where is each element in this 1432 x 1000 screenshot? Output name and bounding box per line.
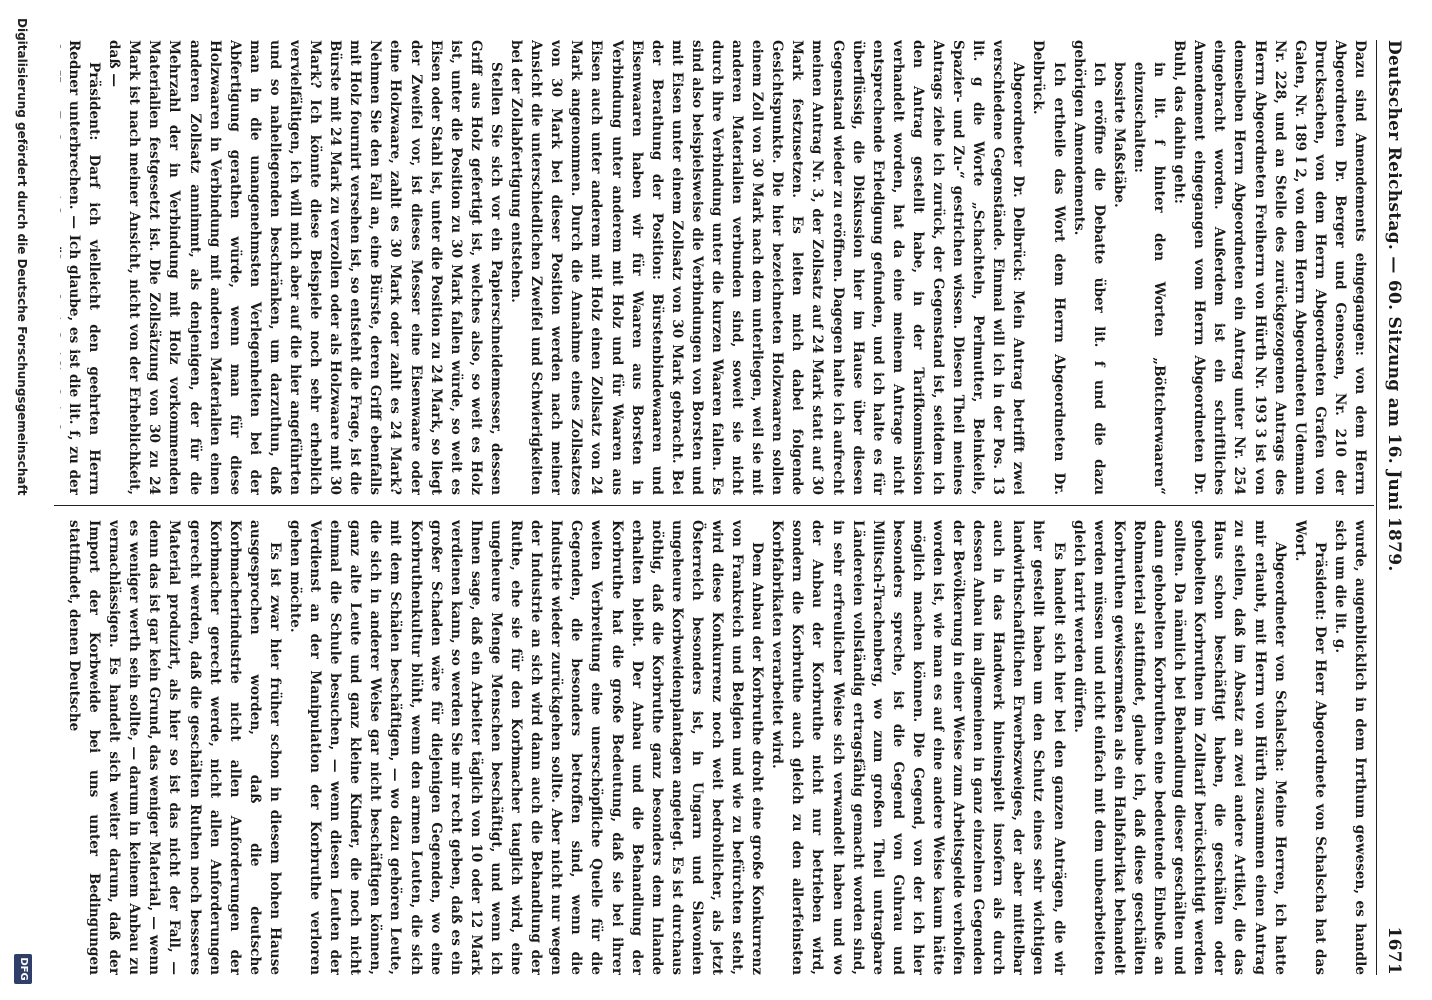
column-divider [54,505,1374,506]
funding-credit: Digitalisierung gefördert durch die Deutsche Forschungsgemeinschaft [15,18,29,496]
right-column [60,520,1370,975]
paragraph-speech-schalscha-3: Dem Anbau der Korbruthe droht eine große Konkurrenz von Frankreich und Belgien und wie zu befürchten steht, wird diese Konkurrenz noch weit bedrohlicher, als jetzt Österreich besonders ist, in Ungarn und Slavonien ungeheure Korbweidenplantagen angelegt. Es ist durchaus nöthig, daß die Korbruthe ganz besonders dem Inlande erhalten bleibt. Der Anbau und die Behandlung der Korbruthe hat die große Bedeutung, daß sie bei ihrer weiten Verbreitung eine unerschöpfliche Quelle für die Gegenden, die besonders betroffen sind, wenn die Industrie wieder zurückgehen sollte. Aber nicht nur wegen der Industrie an sich wird dann auch die Behandlung der Ruthe, ehe sie für den Korbmacher tauglich wird, eine ungeheure Menge Menschen beschäftigt, und wenn ich Ihnen sage, daß ein Arbeiter täglich von 10 oder 12 Mark verdienen kann, so werden Sie mir recht geben, daß es ein großer Schaden wäre für diejenigen Gegenden, wo eine Korbruthenkultur blüht, wenn den armen Leuten, die sich mit dem Schälen beschäftigen, — wo dazu gehören Leute, die sich in anderer Weise gar nicht beschäftigen können, ganz alte Leute und ganz kleine Kinder, die noch nicht einmal die Schule besuchen, — wenn diesen Leuten der Verdienst an der Manipulation der Korbruthe verloren gehen möchte. [287,520,766,975]
dfg-logo-icon: DFG [14,954,32,984]
paragraph-floor-given: Ich ertheile das Wort dem Herrn Abgeordneten Dr. Delbrück. [1030,40,1067,495]
paragraph-debate-open: Ich eröffne die Debatte über lit. f und die dazu gehörigen Amendements. [1070,40,1107,495]
paragraph-speech-schalscha-4: Es ist zwar hier früher schon in diesem hohen Hause ausgesprochen worden, daß die deutsche Korbmacherindustrie nicht allen Anforderungen der Korbmacher gerecht werde, nicht allen Anforderungen gerecht werden, daß die geschälten Ruthen noch besseres Material produzirt, als hier so ist das nicht der Fall, — denn das ist gar kein Grund, das weniger Material, — wenn es weniger werth sein sollte, — darum in keinem Anbau zu vernachlässigen. Es handelt sich weiter darum, daß der Import der Korbweide bei uns unter Bedingungen stattfindet, denen Deutsche [66,520,283,975]
running-title: Deutscher Reichstag. — 60. Sitzung am 16. Juni 1879. [1384,40,1404,572]
paragraph-speech-schalscha-2: Es handelt sich hier bei den ganzen Anträgen, die wir hier gestellt haben um den Schutz eines sehr wichtigen landwirthschaftlichen Erwerbszweiges, der aber mittelbar auch in das Handwerk hineinspielt insofern als durch dessen Anbau im allgemeinen in ganz einzelnen Gegenden der Bevölkerung in einer Weise zum Arbeitsgelde verholfen worden ist, wie man es auf eine andere Weise kaum hätte möglich machen können. Die Gegend, von der ich hier besonders spreche, ist die Gegend von Guhrau und Militsch-Trachenberg, wo zum großen Theil untragbare Ländereien vollständig ertragsfähig gemacht worden sind, in sehr erfreulicher Weise sich verwandelt haben und wo der Anbau der Korbruthe nicht nur betrieben wird, sondern die Korbruthe auch gleich zu den allerfeinsten Korbfabrikaten verarbeitet wird. [769,520,1067,975]
quoted-amendment-item: bossirte Maßstäbe. [1110,62,1127,208]
paragraph-continuation: wurde, augenblicklich in dem Irrthum gewesen, es handle sich um die lit. g. [1331,520,1368,975]
paragraph-speech-schalscha: Abgeordneter von Schalscha: Meine Herren, ich hatte mir erlaubt, mit Herrn von Hürth zusammen einen Antrag zu stellen, daß im Absatz an zwei andere Artikel, die das Haus schon beschäftigt haben, die geschälten oder gehobelten Korbruthen im Zolltarif berücksichtigt werden sollten. Da nämlich bei Behandlung dieser geschälten und dann gehobelten Korbruthen eine bedeutende Einbuße an Rohmaterial stattfindet, glaube ich, daß diese geschälten Korbruthen gewissermaßen als ein Halbfabrikat behandelt werden müssen und nicht einfach mit dem unbearbeiteten gleich tarirt werden dürfen. [1070,520,1288,975]
paragraph-president-2: Präsident: Der Herr Abgeordnete von Schalscha hat das Wort. [1291,520,1328,975]
page-header [1382,40,1412,975]
left-column [60,40,1370,495]
page-number: 1671 [1384,926,1404,975]
quoted-amendment: in lit. f hinter den Worten „Böttcherwaaren“ einzuschalten: [1130,62,1168,495]
paragraph-amendments: Dazu sind Amendements eingegangen: von dem Herrn Abgeordneten Dr. Berger und Genossen, Nr. 210 der Drucksachen, von dem Herrn Abgeordneten Grafen von Galen, Nr. 189 I 2, von dem Herrn Abgeordneten Udemann Nr. 228, und an Stelle des zurückgezogenen Antrags des Herrn Abgeordneten Freiherrn von Hürth Nr. 193 3 ist von demselben Herrn Abgeordneten ein Antrag unter Nr. 254 eingebracht worden. Außerdem ist ein schriftliches Amendement eingegangen vom Herrn Abgeordneten Dr. Buhl, das dahin geht: [1171,40,1368,495]
paragraph-president: Präsident: Darf ich vielleicht den geehrten Herrn Redner unterbrechen. — Ich glaube, es ist die lit. f, zu der [66,40,103,495]
paragraph-speech-delbrueck: Abgeordneter Dr. Delbrück: Mein Antrag betrifft zwei verschiedene Gegenstände. Einmal will ich in der Pos. 13 lit. g die Worte „Schachteln, Perlmutter, Beinkeile, Spazier- und Zu-“ gestrichen wissen. Diesen Theil meines Antrags ziehe ich zurück, der Gegenstand ist, seitdem ich den Antrag gestellt habe, in der Tarifkommission verhandelt worden, hat da eine meinem Antrage nicht entsprechende Erledigung gefunden, und ich halte es für überflüssig, die Diskussion hier im Hause über diesen Gegenstand wieder zu eröffnen. Dagegen halte ich aufrecht meinen Antrag Nr. 3, der Zollsatz auf 24 Mark statt auf 30 Mark festzusetzen. Es leiten mich dabei folgende Gesichtspunkte. Die hier bezeichneten Holzwaaren sollen einem Zoll von 30 Mark nach dem unterliegen, weil sie mit anderen Materialien verbunden sind, soweit sie nicht durch ihre Verbindung unter die kurzen Waaren fallen. Es sind also beispielsweise die Verbindungen von Borsten und mit Eisen unter einem Zollsatz von 30 Mark gebracht. Bei der Berathung der Position: Bürstenbindewaaren und Eisenwaaren haben wir für Waaren aus Borsten in Verbindung unter anderem mit Holz und für Waaren aus Eisen auch unter anderem mit Holz einen Zollsatz von 24 Mark angenommen. Durch die Annahme eines Zollsatzes von 30 Mark bei dieser Position werden nach meiner Ansicht die unterschiedlichen Zweifel und Schwierigkeiten bei der Zollabfertigung entstehen. [508,40,1027,495]
header-rule [1376,40,1377,975]
paragraph-speech-delbrueck-2: Stellen Sie sich vor ein Papierschneidemesser, dessen Griff aus Holz gefertigt ist, welches also, so weit es Holz ist, unter die Position zu 30 Mark fallen würde, so weit es Eisen oder Stahl ist, unter die Position zu 24 Mark, so liegt der Zweifel vor, ist dieses Messer eine Eisenwaare oder eine Holzwaare, zahlt es 30 Mark oder zahlt es 24 Mark? Nehmen Sie den Fall an, eine Bürste, deren Griff ebenfalls mit Holz fournirt versehen ist, so entsteht die Frage, ist die Bürste mit 24 Mark zu verzollen oder als Holzwaare mit 30 Mark? Ich könnte diese Beispiele noch sehr erheblich vervielfältigen, ich will mich aber auf die hier angeführten und so naheliegenden beschränken, um darzuthun, daß man in die unangenehmsten Verlegenheiten bei der Abfertigung gerathen würde, wenn man für diese Holzwaaren in Verbindung mit anderen Materialien einen anderen Zollsatz annimmt, als denjenigen, der für die Mehrzahl der in Verbindung mit Holz vorkommenden Materialien festgesetzt ist. Die Zollsätzung von 30 zu 24 Mark ist nach meiner Ansicht, nicht von der Erheblichkeit, daß — [106,40,504,495]
digitization-footer [10,8,32,992]
